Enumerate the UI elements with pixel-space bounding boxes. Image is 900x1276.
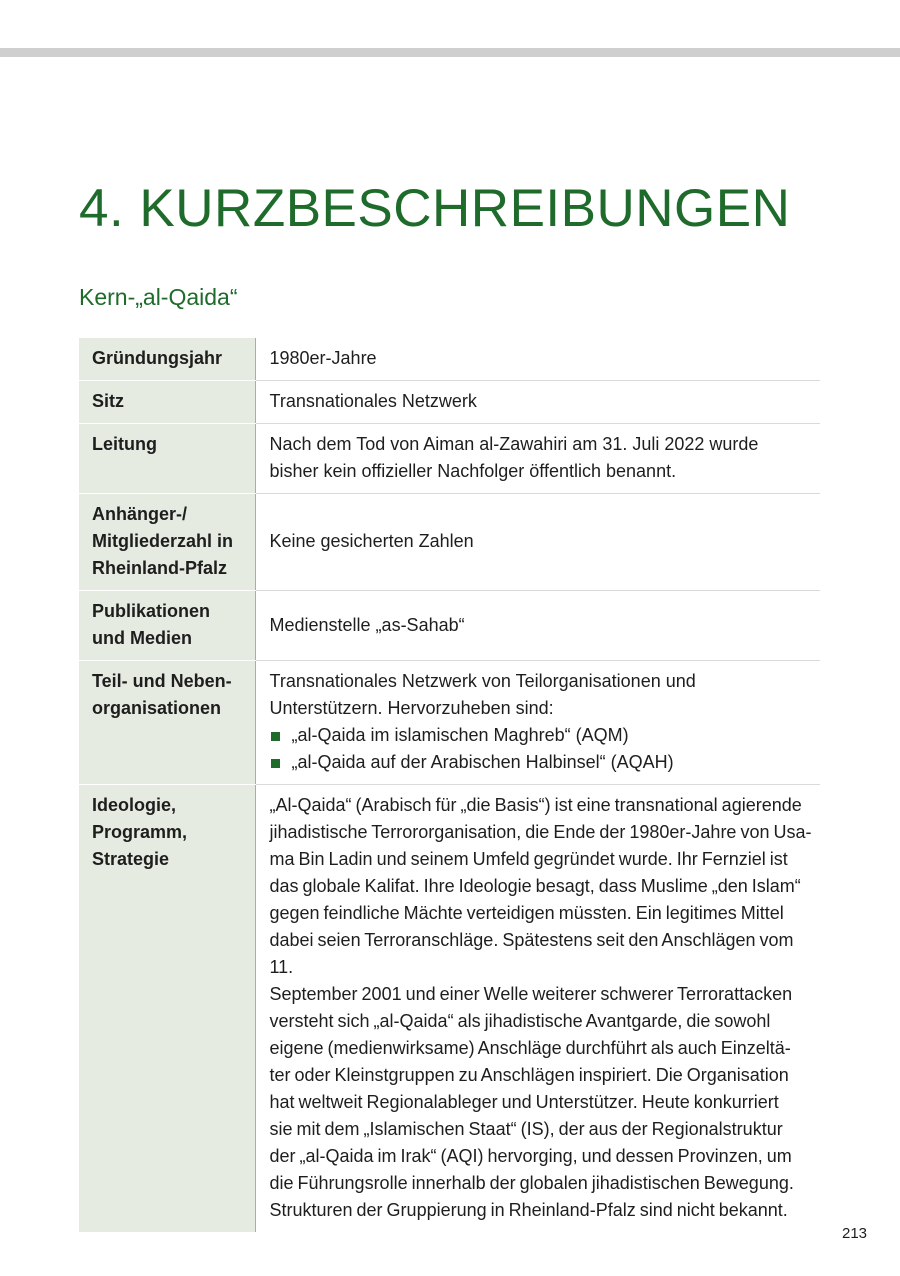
label-line: organisationen — [92, 698, 222, 718]
text-line: ma Bin Ladin und seinem Umfeld gegründet wurde. Ihr Fernziel ist — [269, 849, 788, 869]
row-value: 1980er-Jahre — [255, 338, 820, 381]
row-label — [79, 494, 255, 591]
label-line: Ideologie, — [92, 795, 177, 815]
text-line: hat weltweit Regionalableger und Unterstützer. Heute konkurriert — [269, 1092, 779, 1112]
table-row — [79, 494, 820, 591]
row-label: Leitung — [79, 424, 255, 494]
text-line: Transnationales Netzwerk von Teilorganisationen und — [269, 671, 696, 691]
text-line: jihadistische Terrororganisation, die Ende der 1980er-Jahre von Usa- — [269, 822, 812, 842]
text-line: gegen feindliche Mächte verteidigen müssten. Ein legitimes Mittel — [269, 903, 784, 923]
list-item — [270, 722, 819, 749]
square-bullet-icon — [271, 759, 280, 768]
list-item-text: „al-Qaida im islamischen Maghreb“ (AQM) — [291, 725, 629, 745]
row-label: Sitz — [79, 381, 255, 424]
text-line: Nach dem Tod von Aiman al-Zawahiri am 31. Juli 2022 wurde — [269, 434, 759, 454]
row-value: Transnationales Netzwerk — [255, 381, 820, 424]
label-line: Strategie — [92, 849, 170, 869]
label-line: Publikationen — [92, 601, 211, 621]
section-title: Kern-„al-Qaida“ — [79, 284, 238, 310]
label-line: Programm, — [92, 822, 188, 842]
row-value: Medienstelle „as-Sahab“ — [255, 591, 820, 661]
label-line: Mitgliederzahl in — [92, 531, 234, 551]
text-line: September 2001 und einer Welle weiterer schwerer Terrorattacken — [269, 984, 793, 1004]
row-label — [79, 785, 255, 1233]
label-line: und Medien — [92, 628, 192, 648]
label-line: Rheinland-Pfalz — [92, 558, 228, 578]
text-line: bisher kein offizieller Nachfolger öffentlich benannt. — [269, 461, 677, 481]
table-row — [79, 338, 820, 381]
row-value — [255, 661, 820, 785]
row-label — [79, 591, 255, 661]
table-row — [79, 381, 820, 424]
profile-table — [79, 338, 820, 1233]
page-number: 213 — [842, 1225, 868, 1242]
table-row — [79, 661, 820, 785]
top-divider-bar — [0, 48, 900, 57]
label-line: Teil- und Neben- — [92, 671, 232, 691]
text-line: Strukturen der Gruppierung in Rheinland-Pfalz sind nicht bekannt. — [269, 1200, 788, 1220]
text-line: ter oder Kleinstgruppen zu Anschlägen inspiriert. Die Organisation — [269, 1065, 789, 1085]
text-line: dabei seien Terroranschläge. Spätestens seit den Anschlägen vom 11. — [269, 930, 794, 977]
chapter-title: 4. KURZBESCHREIBUNGEN — [79, 179, 791, 238]
table-row — [79, 785, 820, 1233]
text-line: eigene (medienwirksame) Anschläge durchführt als auch Einzeltä- — [269, 1038, 791, 1058]
label-line: Anhänger-/ — [92, 504, 188, 524]
text-line: die Führungsrolle innerhalb der globalen jihadistischen Bewegung. — [269, 1173, 794, 1193]
table-row — [79, 424, 820, 494]
list-item-text: „al-Qaida auf der Arabischen Halbinsel“ (AQAH) — [291, 752, 674, 772]
row-label — [79, 661, 255, 785]
row-value — [255, 424, 820, 494]
bullet-list — [270, 722, 819, 776]
list-item — [270, 749, 819, 776]
text-line: der „al-Qaida im Irak“ (AQI) hervorging, und dessen Provinzen, um — [269, 1146, 792, 1166]
text-line: Unterstützern. Hervorzuheben sind: — [269, 698, 554, 718]
row-value: Keine gesicherten Zahlen — [255, 494, 820, 591]
row-label: Gründungsjahr — [79, 338, 255, 381]
text-line: „Al-Qaida“ (Arabisch für „die Basis“) ist eine transnational agierende — [269, 795, 802, 815]
text-line: das globale Kalifat. Ihre Ideologie besagt, dass Muslime „den Islam“ — [269, 876, 801, 896]
text-line: sie mit dem „Islamischen Staat“ (IS), der aus der Regionalstruktur — [269, 1119, 783, 1139]
text-line: versteht sich „al-Qaida“ als jihadistische Avantgarde, die sowohl — [269, 1011, 771, 1031]
square-bullet-icon — [271, 732, 280, 741]
row-value — [255, 785, 820, 1233]
table-row — [79, 591, 820, 661]
